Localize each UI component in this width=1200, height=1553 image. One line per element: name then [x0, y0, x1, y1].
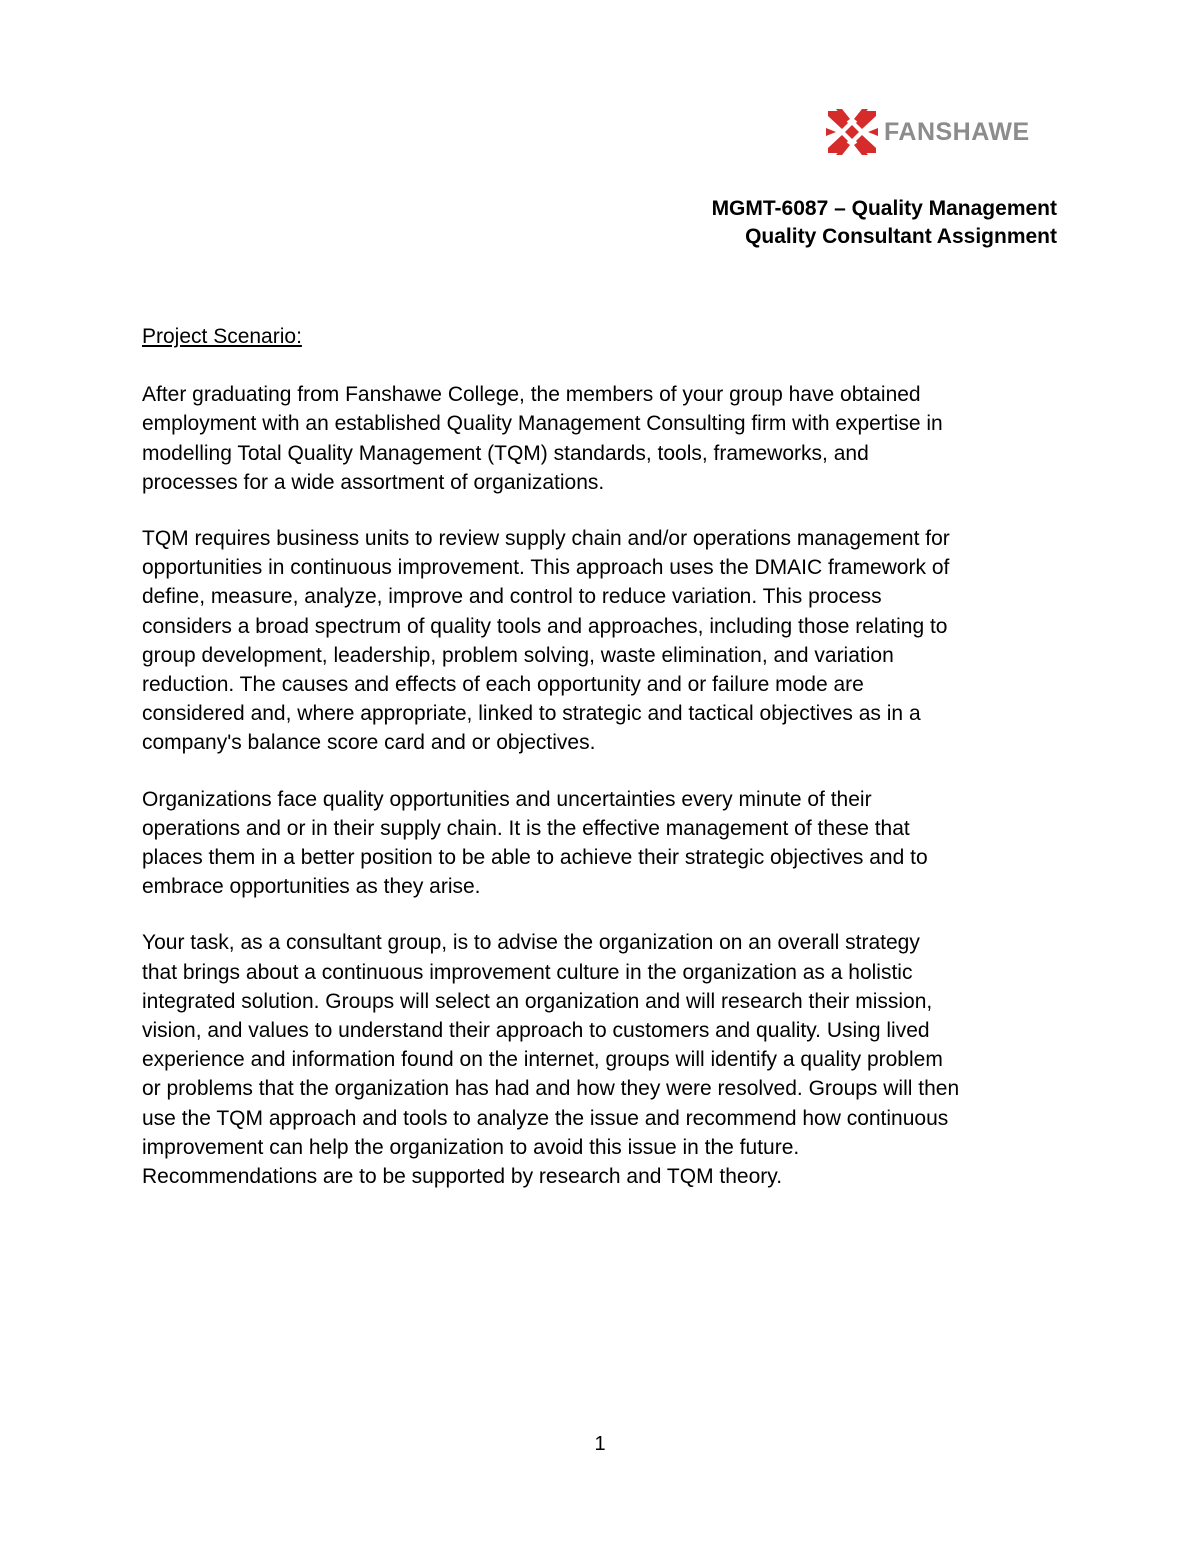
- assignment-title: Quality Consultant Assignment: [745, 225, 1057, 248]
- text-line: opportunities in continuous improvement. This approach uses the DMAIC framework of: [142, 556, 950, 580]
- text-line: experience and information found on the internet, groups will identify a quality problem: [142, 1048, 943, 1072]
- course-title: MGMT-6087 – Quality Management: [711, 197, 1057, 220]
- text-line: places them in a better position to be able to achieve their strategic objectives and to: [142, 846, 928, 870]
- text-line: group development, leadership, problem solving, waste elimination, and variation: [142, 643, 894, 667]
- text-line: operations and or in their supply chain. It is the effective management of these that: [142, 816, 910, 840]
- text-line: reduction. The causes and effects of each opportunity and or failure mode are: [142, 673, 864, 697]
- text-line: integrated solution. Groups will select an organization and will research their mission,: [142, 989, 933, 1013]
- text-line: TQM requires business units to review supply chain and/or operations management for: [142, 527, 950, 551]
- paragraph-4: [142, 928, 1072, 1191]
- text-line: considered and, where appropriate, linked to strategic and tactical objectives as in a: [142, 702, 921, 726]
- text-line: embrace opportunities as they arise.: [142, 875, 481, 899]
- document-heading: [712, 195, 1057, 251]
- section-label: Project Scenario:: [142, 325, 302, 348]
- text-line: or problems that the organization has had and how they were resolved. Groups will then: [142, 1077, 960, 1101]
- text-line: Organizations face quality opportunities and uncertainties every minute of their: [142, 787, 872, 811]
- text-line: use the TQM approach and tools to analyze the issue and recommend how continuous: [142, 1106, 949, 1130]
- fanshawe-logo-icon: [826, 107, 878, 157]
- paragraph-1: [142, 380, 1072, 497]
- text-line: Your task, as a consultant group, is to advise the organization on an overall strategy: [142, 931, 920, 955]
- text-line: After graduating from Fanshawe College, the members of your group have obtained: [142, 383, 921, 407]
- text-line: company's balance score card and or objectives.: [142, 731, 596, 755]
- text-line: define, measure, analyze, improve and control to reduce variation. This process: [142, 585, 882, 609]
- logo-wordmark: FANSHAWE: [884, 117, 1030, 146]
- text-line: improvement can help the organization to avoid this issue in the future.: [142, 1135, 800, 1159]
- text-line: vision, and values to understand their approach to customers and quality. Using lived: [142, 1019, 930, 1043]
- page-number: 1: [594, 1433, 606, 1455]
- paragraph-2: [142, 524, 1072, 758]
- document-body: [142, 322, 1072, 1218]
- text-line: Recommendations are to be supported by research and TQM theory.: [142, 1165, 783, 1189]
- fanshawe-logo: [826, 106, 1066, 158]
- text-line: that brings about a continuous improvement culture in the organization as a holistic: [142, 960, 913, 984]
- text-line: processes for a wide assortment of organizations.: [142, 470, 605, 494]
- text-line: modelling Total Quality Management (TQM) standards, tools, frameworks, and: [142, 441, 869, 465]
- text-line: considers a broad spectrum of quality tools and approaches, including those relating to: [142, 614, 948, 638]
- paragraph-3: [142, 785, 1072, 902]
- text-line: employment with an established Quality Management Consulting firm with expertise in: [142, 412, 943, 436]
